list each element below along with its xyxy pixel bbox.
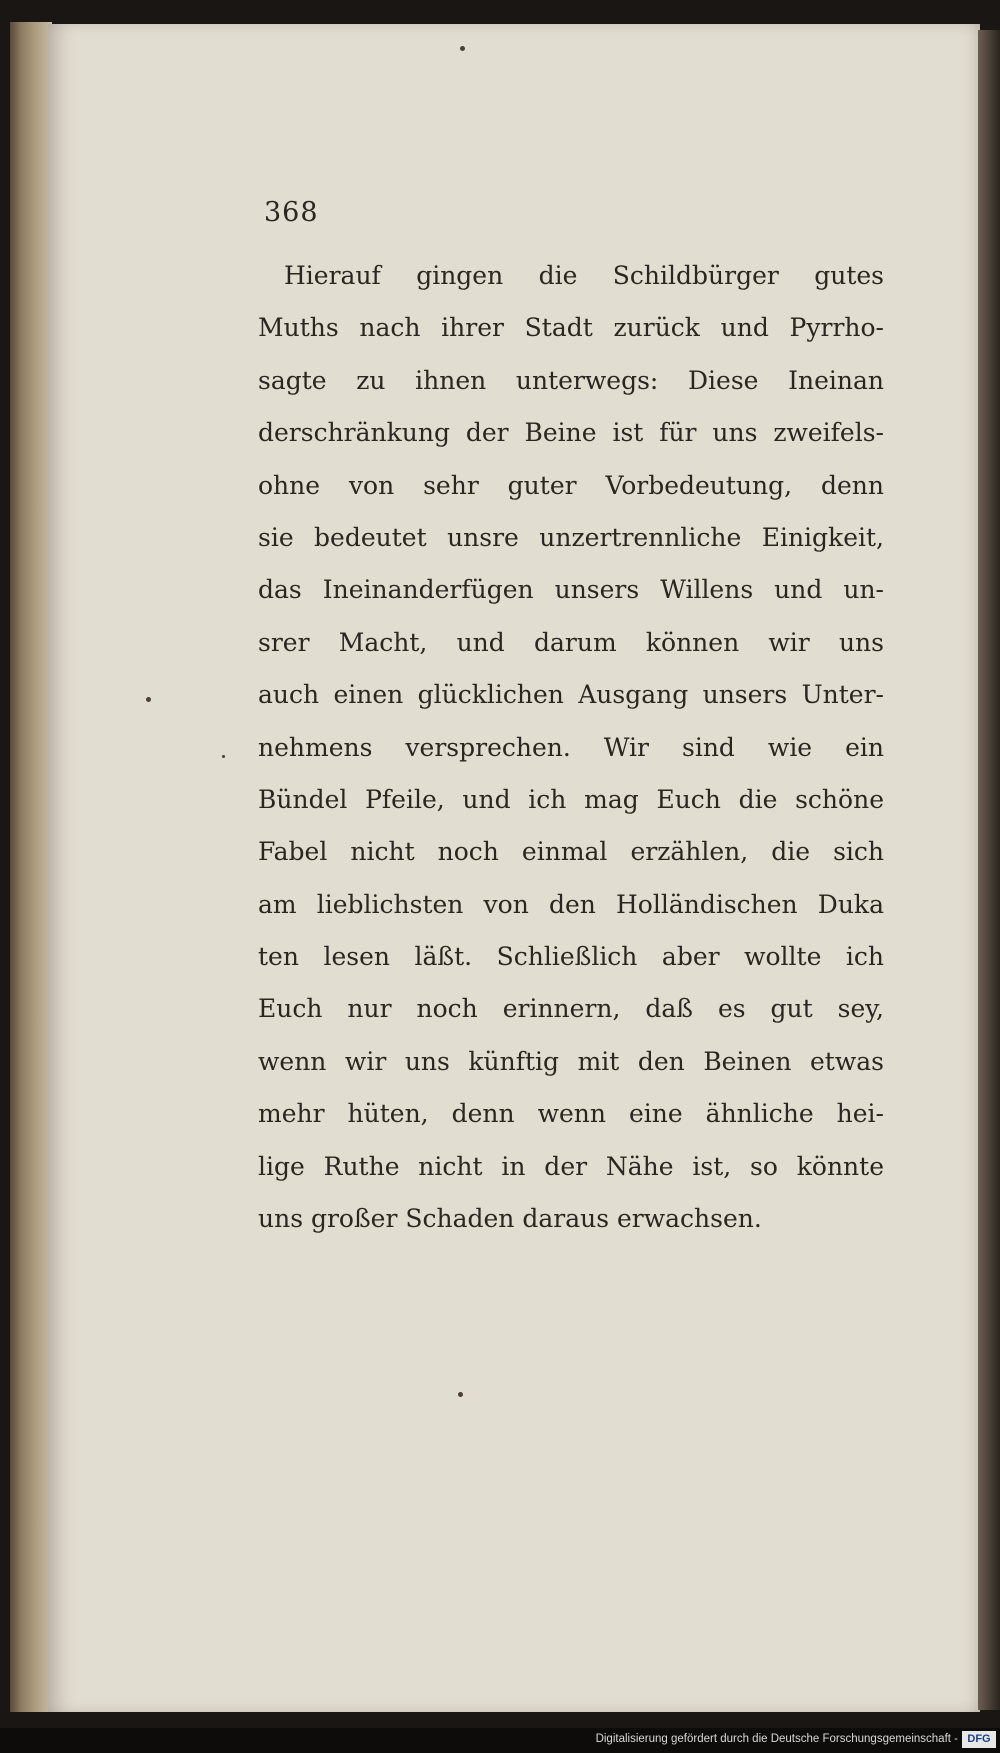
text-line: Fabel nicht noch einmal erzählen, die sich xyxy=(258,837,884,867)
paper-speck xyxy=(222,755,225,758)
text-line: Bündel Pfeile, und ich mag Euch die schöne xyxy=(258,784,884,814)
body-text xyxy=(258,250,884,1245)
text-line: sagte zu ihnen unterwegs: Diese Ineinan xyxy=(258,365,884,395)
page-number: 368 xyxy=(264,197,319,228)
dfg-logo: DFG xyxy=(962,1731,996,1748)
text-line: derschränkung der Beine ist für uns zweifels- xyxy=(258,418,884,448)
text-line: lige Ruthe nicht in der Nähe ist, so könnte xyxy=(258,1151,884,1181)
text-line: das Ineinanderfügen unsers Willens und un- xyxy=(258,575,884,605)
text-line: wenn wir uns künftig mit den Beinen etwas xyxy=(258,1046,884,1076)
text-line: Hierauf gingen die Schildbürger gutes xyxy=(284,261,884,290)
paper-speck xyxy=(146,697,151,702)
page-edge-shadow xyxy=(978,30,1000,1710)
text-line: sie bedeutet unsre unzertrennliche Einigkeit, xyxy=(258,522,884,552)
text-line: Muths nach ihrer Stadt zurück und Pyrrho- xyxy=(258,313,884,343)
book-spine xyxy=(10,22,52,1712)
text-line: srer Macht, und darum können wir uns xyxy=(258,627,884,657)
text-line: uns großer Schaden daraus erwachsen. xyxy=(258,1204,762,1234)
text-line: nehmens versprechen. Wir sind wie ein xyxy=(258,732,884,762)
text-line: ten lesen läßt. Schließlich aber wollte ich xyxy=(258,942,884,972)
digitization-credit: Digitalisierung gefördert durch die Deutsche Forschungsgemeinschaft - xyxy=(595,1733,958,1745)
text-line: Euch nur noch erinnern, daß es gut sey, xyxy=(258,994,884,1024)
text-line: ohne von sehr guter Vorbedeutung, denn xyxy=(258,470,884,500)
text-line: mehr hüten, denn wenn eine ähnliche hei- xyxy=(258,1099,884,1129)
text-line: am lieblichsten von den Holländischen Duka xyxy=(258,889,884,919)
paper-speck xyxy=(458,1392,463,1397)
paper-speck xyxy=(460,46,465,51)
text-line: auch einen glücklichen Ausgang unsers Unter- xyxy=(258,680,884,710)
